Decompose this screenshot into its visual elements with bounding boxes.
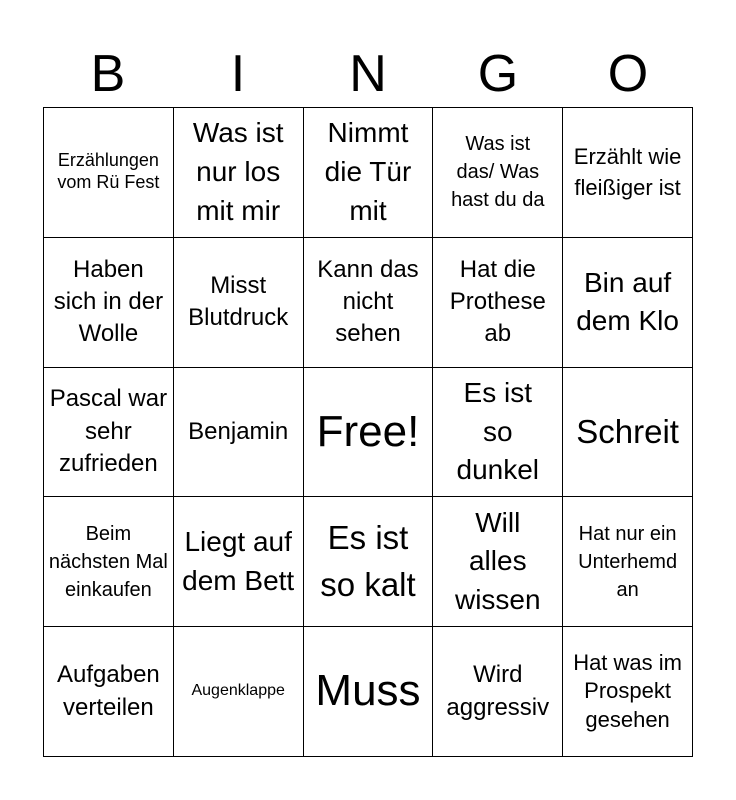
header-letter-i: I xyxy=(230,45,246,103)
cell-text: Erzählungen vom Rü Fest xyxy=(57,150,160,193)
bingo-cell[interactable] xyxy=(174,238,304,368)
cell-text: Erzählt wie fleißiger ist xyxy=(573,143,682,201)
cell-text: Was ist das/ Was hast du da xyxy=(451,133,545,212)
cell-text: Hat die Prothese ab xyxy=(449,255,546,348)
bingo-cell[interactable] xyxy=(563,497,693,627)
cell-text: Haben sich in der Wolle xyxy=(53,255,164,348)
bingo-cell[interactable] xyxy=(304,238,434,368)
header-letter-n: N xyxy=(349,45,387,103)
bingo-cell[interactable] xyxy=(44,108,174,238)
bingo-cell[interactable] xyxy=(563,627,693,757)
header-letter-b: B xyxy=(90,45,126,103)
cell-text: Bin auf dem Klo xyxy=(576,266,679,337)
bingo-cell[interactable] xyxy=(304,627,434,757)
cell-text: Schreit xyxy=(576,412,679,450)
free-text: Free! xyxy=(316,406,420,456)
bingo-cell[interactable] xyxy=(44,368,174,498)
cell-text: Muss xyxy=(315,666,421,716)
header-letter-o: O xyxy=(607,45,649,103)
cell-text: Misst Blutdruck xyxy=(188,271,289,332)
bingo-cell[interactable] xyxy=(304,108,434,238)
bingo-cell[interactable] xyxy=(304,497,434,627)
bingo-cell[interactable] xyxy=(563,368,693,498)
bingo-cell[interactable] xyxy=(174,108,304,238)
cell-text: Kann das nicht sehen xyxy=(317,255,419,348)
cell-text: Was ist nur los mit mir xyxy=(192,117,284,226)
free-cell[interactable] xyxy=(304,368,434,498)
bingo-cell[interactable] xyxy=(433,238,563,368)
bingo-cell[interactable] xyxy=(433,368,563,498)
cell-text: Liegt auf dem Bett xyxy=(182,526,295,596)
cell-text: Aufgaben verteilen xyxy=(57,661,160,721)
bingo-cell[interactable] xyxy=(563,108,693,238)
cell-text: Pascal war sehr zufrieden xyxy=(49,385,168,478)
cell-text: Will alles wissen xyxy=(454,506,541,616)
bingo-cell[interactable] xyxy=(44,497,174,627)
cell-text: Beim nächsten Mal einkaufen xyxy=(48,522,168,601)
cell-text: Augenklappe xyxy=(191,682,285,700)
cell-text: Es ist so kalt xyxy=(320,518,416,603)
bingo-cell[interactable] xyxy=(174,497,304,627)
cell-text: Es ist so dunkel xyxy=(456,377,540,486)
bingo-header xyxy=(43,40,693,108)
bingo-cell[interactable] xyxy=(433,497,563,627)
bingo-cell[interactable] xyxy=(174,627,304,757)
bingo-cell[interactable] xyxy=(174,368,304,498)
bingo-cell[interactable] xyxy=(44,238,174,368)
cell-text: Wird aggressiv xyxy=(446,661,550,721)
bingo-cell[interactable] xyxy=(44,627,174,757)
bingo-cell[interactable] xyxy=(433,108,563,238)
cell-text: Nimmt die Tür mit xyxy=(324,117,412,226)
bingo-cell[interactable] xyxy=(433,627,563,757)
bingo-cell[interactable] xyxy=(563,238,693,368)
header-letter-g: G xyxy=(477,45,519,103)
cell-text: Hat nur ein Unterhemd an xyxy=(578,522,678,601)
cell-text: Hat was im Prospekt gesehen xyxy=(573,649,682,732)
bingo-card xyxy=(43,107,693,757)
cell-text: Benjamin xyxy=(188,417,289,445)
